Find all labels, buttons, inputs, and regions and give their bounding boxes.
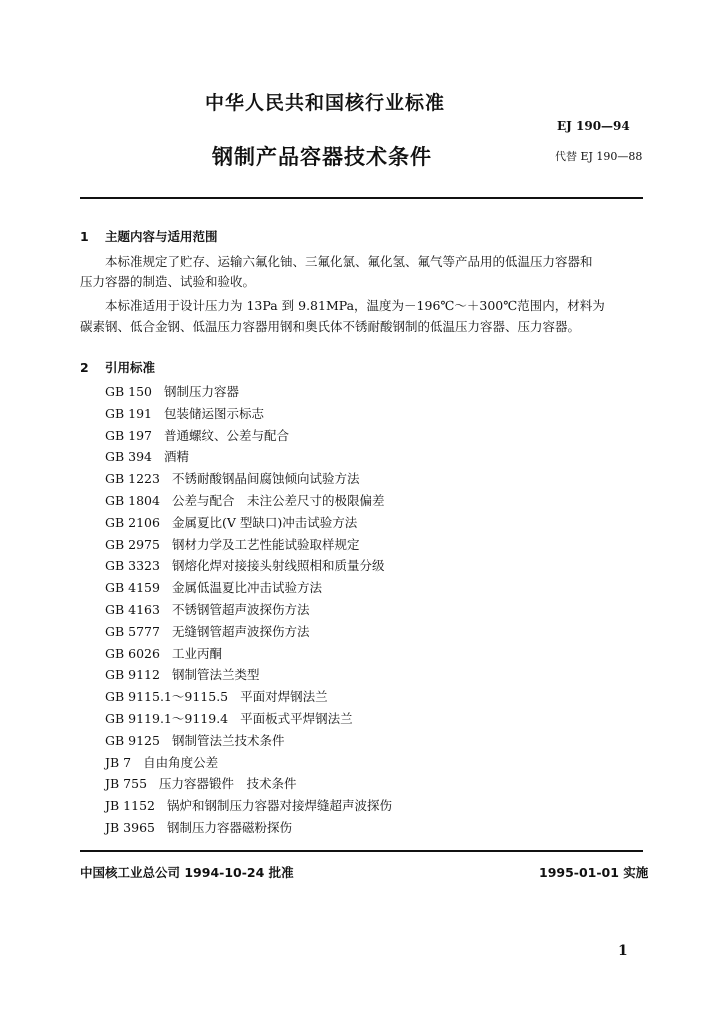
footer-divider <box>80 850 643 852</box>
reference-code: GB 4163 <box>105 601 160 617</box>
reference-item <box>105 403 392 425</box>
reference-code: JB 7 <box>105 754 132 770</box>
section-title: 引用标准 <box>105 360 156 375</box>
reference-item <box>105 795 392 817</box>
reference-item <box>105 817 392 839</box>
reference-title: 平面对焊钢法兰 <box>240 689 328 705</box>
replaces-standard: 代替 EJ 190—88 <box>555 150 643 163</box>
reference-item <box>105 512 392 534</box>
reference-title: 钢制管法兰类型 <box>171 667 260 683</box>
reference-item <box>105 555 392 577</box>
standard-code: EJ 190—94 <box>557 119 630 133</box>
standard-category-title: 中华人民共和国核行业标准 <box>205 92 446 114</box>
reference-code: GB 9119.1～9119.4 <box>105 710 229 726</box>
reference-title: 钢制管法兰技术条件 <box>171 732 285 748</box>
section-title: 主题内容与适用范围 <box>105 229 218 244</box>
reference-item <box>105 686 392 708</box>
reference-code: JB 3965 <box>105 819 155 835</box>
reference-item <box>105 643 392 665</box>
reference-item <box>105 577 392 599</box>
reference-code: JB 755 <box>105 776 148 792</box>
reference-title: 公差与配合 未注公差尺寸的极限偏差 <box>171 492 385 508</box>
document-title: 钢制产品容器技术条件 <box>212 145 432 169</box>
reference-title: 金属低温夏比冲击试验方法 <box>171 580 322 596</box>
reference-item <box>105 425 392 447</box>
header-divider <box>80 197 643 199</box>
reference-item <box>105 599 392 621</box>
reference-item <box>105 490 392 512</box>
reference-title: 自由角度公差 <box>143 754 219 770</box>
reference-code: GB 1804 <box>105 492 160 508</box>
reference-code: GB 2975 <box>105 536 160 552</box>
reference-code: GB 4159 <box>105 580 160 596</box>
reference-title: 钢熔化焊对接接头射线照相和质量分级 <box>171 558 385 574</box>
reference-code: GB 3323 <box>105 558 160 574</box>
reference-code: GB 9125 <box>105 732 160 748</box>
reference-code: GB 6026 <box>105 645 160 661</box>
section-heading-scope <box>80 227 218 245</box>
effective-date: 1995-01-01 实施 <box>539 865 649 880</box>
reference-code: GB 1223 <box>105 471 160 487</box>
reference-title: 平面板式平焊钢法兰 <box>240 710 353 726</box>
reference-code: JB 1152 <box>105 798 155 814</box>
reference-title: 钢制压力容器 <box>164 384 240 399</box>
reference-list <box>105 381 392 839</box>
reference-title: 工业丙酮 <box>171 645 222 661</box>
section-number: 1 <box>80 229 89 244</box>
reference-item <box>105 708 392 730</box>
reference-code: GB 191 <box>105 405 153 421</box>
scope-paragraph-2-line-2: 碳素钢、低合金钢、低温压力容器用钢和奥氏体不锈耐酸钢制的低温压力容器、压力容器。 <box>80 319 581 334</box>
page-number: 1 <box>618 943 628 959</box>
reference-title: 包装储运图示标志 <box>164 405 265 421</box>
reference-code: GB 5777 <box>105 623 160 639</box>
scope-paragraph-1-line-2: 压力容器的制造、试验和验收。 <box>80 274 256 289</box>
reference-item <box>105 752 392 774</box>
reference-item <box>105 621 392 643</box>
reference-code: GB 394 <box>105 449 153 465</box>
reference-title: 锅炉和钢制压力容器对接焊缝超声波探伤 <box>166 798 392 814</box>
section-heading-references <box>80 358 155 376</box>
reference-title: 普通螺纹、公差与配合 <box>164 427 290 443</box>
reference-item <box>105 773 392 795</box>
section-number: 2 <box>80 360 89 375</box>
reference-title: 无缝钢管超声波探伤方法 <box>171 623 310 639</box>
reference-title: 金属夏比(V 型缺口)冲击试验方法 <box>171 514 358 530</box>
reference-item <box>105 381 392 403</box>
reference-title: 压力容器锻件 技术条件 <box>159 776 297 792</box>
reference-code: GB 150 <box>105 384 153 399</box>
reference-item <box>105 730 392 752</box>
reference-title: 不锈钢管超声波探伤方法 <box>171 601 310 617</box>
reference-title: 不锈耐酸钢晶间腐蚀倾向试验方法 <box>171 471 360 487</box>
reference-item <box>105 664 392 686</box>
reference-code: GB 2106 <box>105 514 160 530</box>
reference-item <box>105 468 392 490</box>
reference-title: 酒精 <box>164 449 190 465</box>
reference-title: 钢材力学及工艺性能试验取样规定 <box>171 536 360 552</box>
scope-paragraph-1-line-1: 本标准规定了贮存、运输六氟化铀、三氟化氯、氟化氢、氟气等产品用的低温压力容器和 <box>105 254 593 269</box>
scope-paragraph-2-line-1: 本标准适用于设计压力为 13Pa 到 9.81MPa，温度为－196℃～＋300℃范围内，材料为 <box>105 298 605 313</box>
reference-code: GB 9112 <box>105 667 160 683</box>
reference-code: GB 197 <box>105 427 153 443</box>
reference-item <box>105 446 392 468</box>
approval-statement: 中国核工业总公司 1994-10-24 批准 <box>80 865 294 880</box>
reference-title: 钢制压力容器磁粉探伤 <box>166 819 292 835</box>
reference-item <box>105 534 392 556</box>
reference-code: GB 9115.1～9115.5 <box>105 689 229 705</box>
